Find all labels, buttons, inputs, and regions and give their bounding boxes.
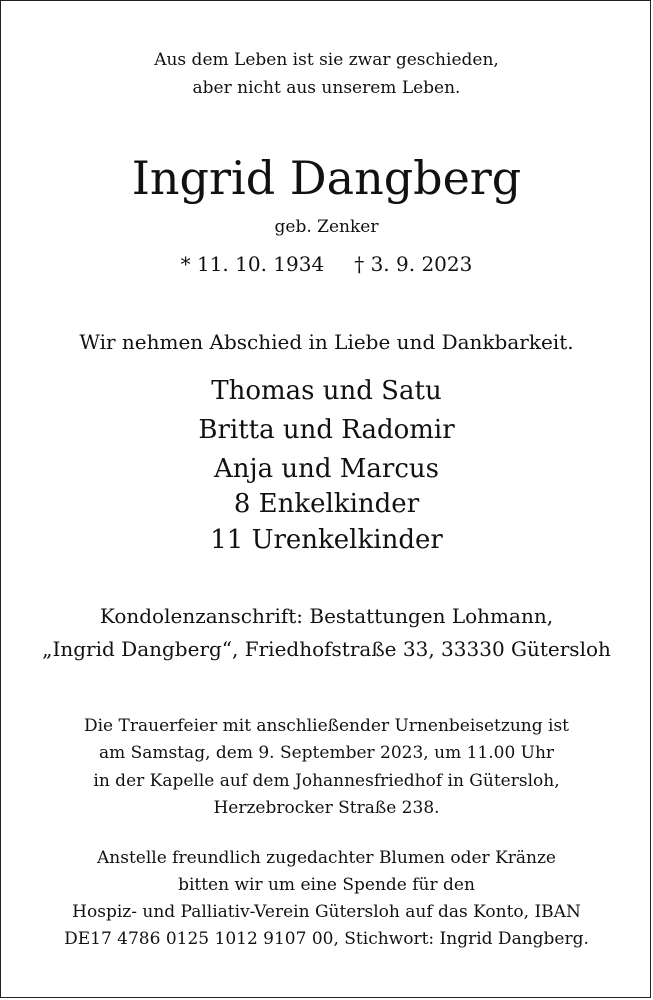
birth-name: geb. Zenker — [274, 217, 379, 237]
mourner-name: Anja und Marcus — [214, 454, 439, 484]
birth-date: * 11. 10. 1934 — [180, 252, 325, 276]
mourner-name: Britta und Radomir — [198, 415, 455, 445]
mourner-name: 11 Urenkelkinder — [210, 525, 443, 555]
mourner-name: 8 Enkelkinder — [233, 489, 420, 519]
mourner-name: Thomas und Satu — [211, 376, 442, 406]
death-date: † 3. 9. 2023 — [354, 252, 473, 276]
funeral-info-line: Die Trauerfeier mit anschließender Urnenbeisetzung ist — [83, 716, 570, 736]
donation-info-line: Anstelle freundlich zugedachter Blumen oder Kränze — [97, 848, 556, 868]
funeral-info-line: in der Kapelle auf dem Johannesfriedhof in Gütersloh, — [93, 771, 560, 791]
life-dates — [1, 254, 652, 274]
motto-line: Aus dem Leben ist sie zwar geschieden, — [154, 50, 499, 70]
condolence-address-line: Kondolenzanschrift: Bestattungen Lohmann, — [99, 604, 554, 628]
farewell-text: Wir nehmen Abschied in Liebe und Dankbarkeit. — [79, 330, 574, 354]
donation-info-line: DE17 4786 0125 1012 9107 00, Stichwort: Ingrid Dangberg. — [64, 929, 589, 949]
condolence-address-line: „Ingrid Dangberg“, Friedhofstraße 33, 33330 Gütersloh — [42, 637, 611, 661]
donation-info-line: Hospiz- und Palliativ-Verein Gütersloh auf das Konto, IBAN — [72, 902, 581, 922]
motto-line: aber nicht aus unserem Leben. — [192, 78, 461, 98]
deceased-name: Ingrid Dangberg — [131, 151, 522, 205]
funeral-info-line: am Samstag, dem 9. September 2023, um 11.00 Uhr — [98, 743, 555, 763]
donation-info-line: bitten wir um eine Spende für den — [178, 875, 475, 895]
funeral-info-line: Herzebrocker Straße 238. — [213, 798, 440, 818]
